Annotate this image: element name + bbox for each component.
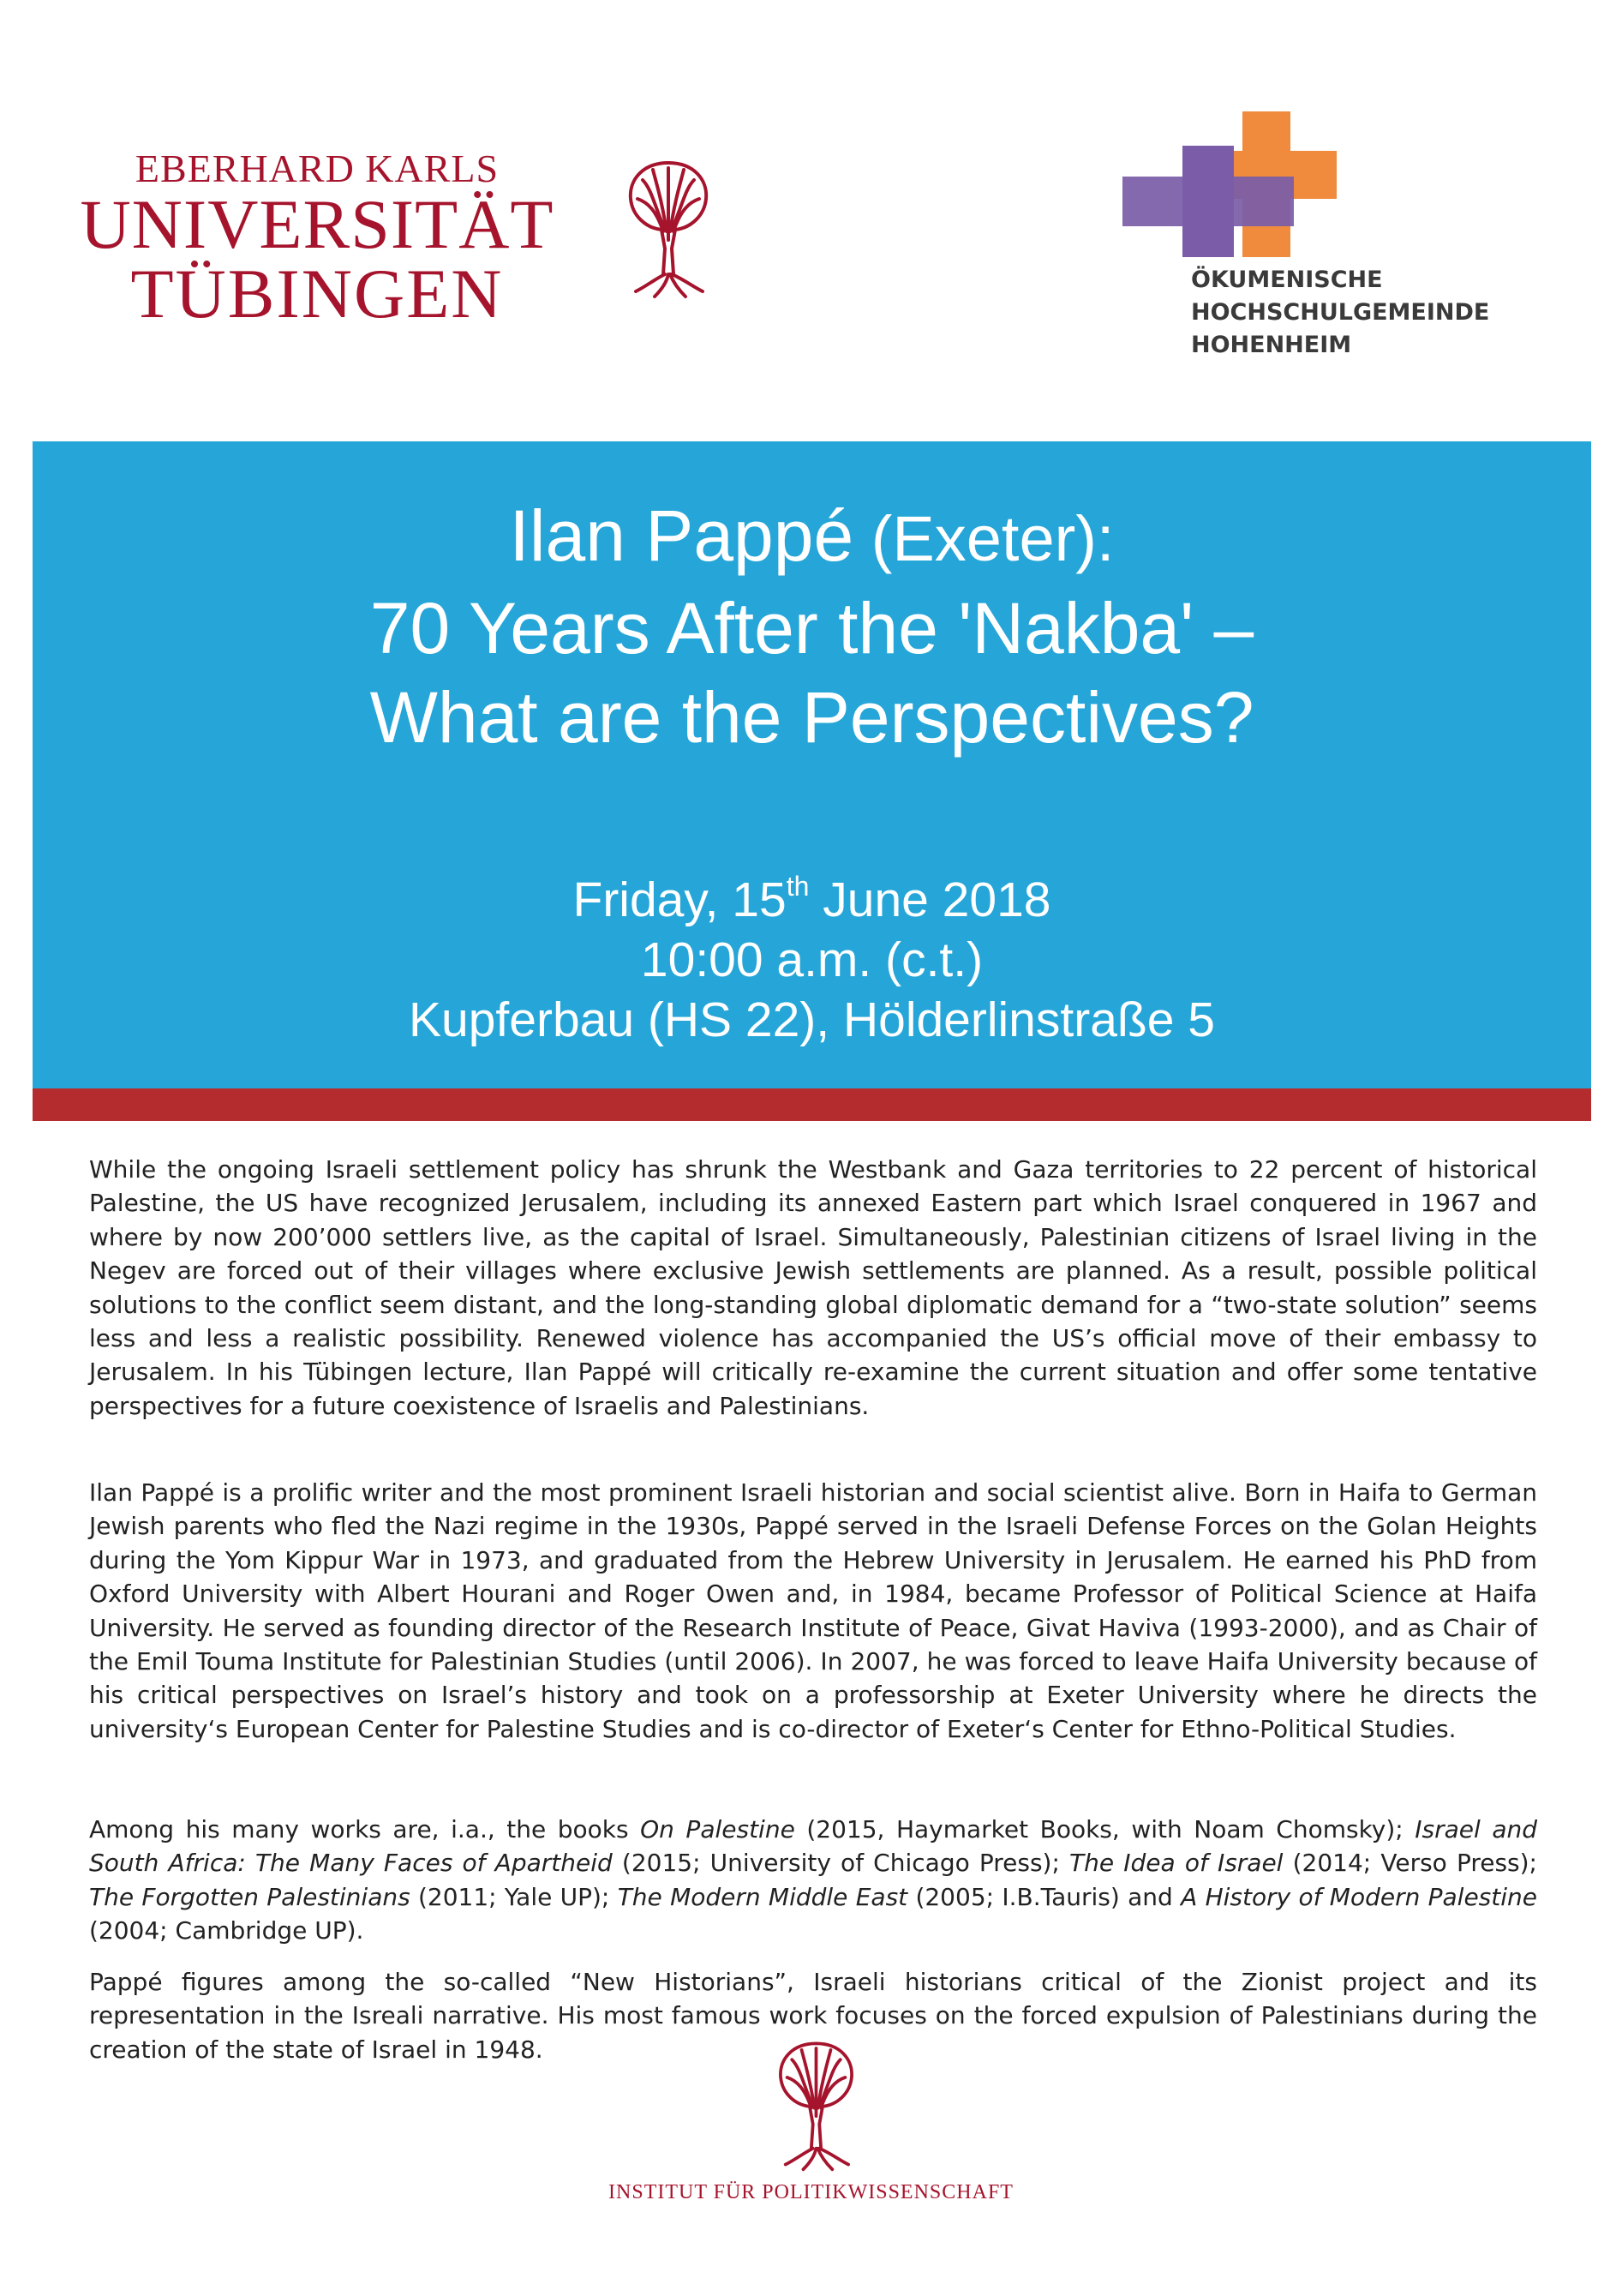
tree-logo-icon	[617, 154, 720, 300]
works-text: (2015, Haymarket Books, with Noam Chomsky);	[794, 1815, 1416, 1843]
ohg-logo	[1122, 111, 1568, 369]
book-title: A History of Modern Palestine	[1181, 1882, 1538, 1911]
book-title: The Modern Middle East	[617, 1882, 908, 1911]
date-prefix: Friday, 15	[572, 872, 787, 927]
works-text: (2015; University of Chicago Press);	[612, 1849, 1070, 1878]
new-historians-paragraph: Pappé figures among the so-called “New Historians”, Israeli historians critical of the Zionist project and its representation in the Isreali narrative. His most famous work focuses on the forced expulsion of Palestinians during the creation of the state of Israel in 1948.	[89, 1968, 1537, 2064]
intro-paragraph: While the ongoing Israeli settlement policy has shrunk the Westbank and Gaza territories to 22 percent of historical Palestine, the US have recognized Jerusalem, including its annexed Eastern part which Israel conquered in 1967 and where by now 200’000 settlers live, as the capital of Israel. Simultaneously, Palestinian citizens of Israel living in the Negev are forced out of their villages where exclusive Jewish settlements are planned. As a result, possible political solutions to the conflict seem distant, and the long-standing global diplomatic demand for a “two-state solution” seems less and less a realistic possibility. Renewed violence has accompanied the US’s official move of their embassy to Jerusalem. In his Tübingen lecture, Ilan Pappé will critically re-examine the current situation and offer some tentative perspectives for a future coexistence of Israelis and Palestinians.	[89, 1155, 1537, 1420]
book-title: Israel and South Africa: The Many Faces of Apartheid	[89, 1815, 1537, 1878]
event-details	[33, 870, 1591, 1050]
ohg-line2: HOCHSCHULGEMEINDE	[1191, 299, 1490, 326]
speaker-name: Ilan Pappé	[509, 495, 854, 576]
date-suffix: June 2018	[809, 872, 1051, 927]
event-banner	[33, 441, 1591, 1088]
book-title: The Forgotten Palestinians	[89, 1882, 410, 1911]
university-logo-line2: UNIVERSITÄT	[80, 185, 554, 263]
title-line1	[33, 491, 1591, 584]
works-text: (2011; Yale UP);	[410, 1882, 618, 1911]
title-line3: What are the Perspectives?	[369, 677, 1254, 758]
works-text: (2004; Cambridge UP).	[89, 1916, 364, 1945]
ohg-line3: HOHENHEIM	[1191, 332, 1352, 358]
works-text: Among his many works are, i.a., the books	[89, 1815, 641, 1843]
works-paragraph	[89, 1813, 1537, 1948]
works-text: (2005; I.B.Tauris) and	[907, 1882, 1182, 1911]
book-title: The Idea of Israel	[1069, 1849, 1284, 1878]
university-logo	[69, 147, 566, 333]
event-time: 10:00 a.m. (c.t.)	[640, 932, 984, 987]
university-logo-line1: EBERHARD KARLS	[135, 147, 500, 190]
event-date	[33, 870, 1591, 930]
speaker-affiliation: (Exeter):	[853, 503, 1115, 574]
biography-paragraph: Ilan Pappé is a prolific writer and the most prominent Israeli historian and social scientist alive. Born in Haifa to German Jewish parents who fled the Nazi regime in the 1930s, Pappé served in the Israeli Defense Forces on the Golan Heights during the Yom Kippur War in 1973, and graduated from the Hebrew University in Jerusalem. He earned his PhD from Oxford University with Albert Hourani and Roger Owen and, in 1984, became Professor of Political Science at Haifa University. He served as founding director of the Research Institute of Peace, Givat Haviva (1993-2000), and as Chair of the Emil Touma Institute for Palestinian Studies (until 2006). In 2007, he was forced to leave Haifa University because of his critical perspectives on Israel’s history and took on a professorship at Exeter University where he directs the university‘s European Center for Palestine Studies and is co-director of Exeter‘s Center for Ethno-Political Studies.	[89, 1478, 1537, 1743]
university-logo-line3: TÜBINGEN	[130, 255, 504, 333]
ohg-cross-icon	[1122, 111, 1362, 257]
title-line2: 70 Years After the 'Nakba' –	[369, 588, 1254, 668]
works-text: (2014; Verso Press);	[1283, 1849, 1537, 1878]
book-title: On Palestine	[640, 1815, 795, 1843]
event-title	[33, 491, 1591, 762]
institute-tree-icon	[767, 2035, 865, 2173]
institute-name: INSTITUT FÜR POLITIKWISSENSCHAFT	[608, 2181, 1014, 2203]
ohg-logo-text	[1191, 264, 1489, 362]
ohg-line1: ÖKUMENISCHE	[1191, 267, 1383, 293]
event-location: Kupferbau (HS 22), Hölderlinstraße 5	[409, 992, 1215, 1047]
date-ordinal: th	[786, 871, 810, 902]
banner-red-stripe	[33, 1088, 1591, 1121]
